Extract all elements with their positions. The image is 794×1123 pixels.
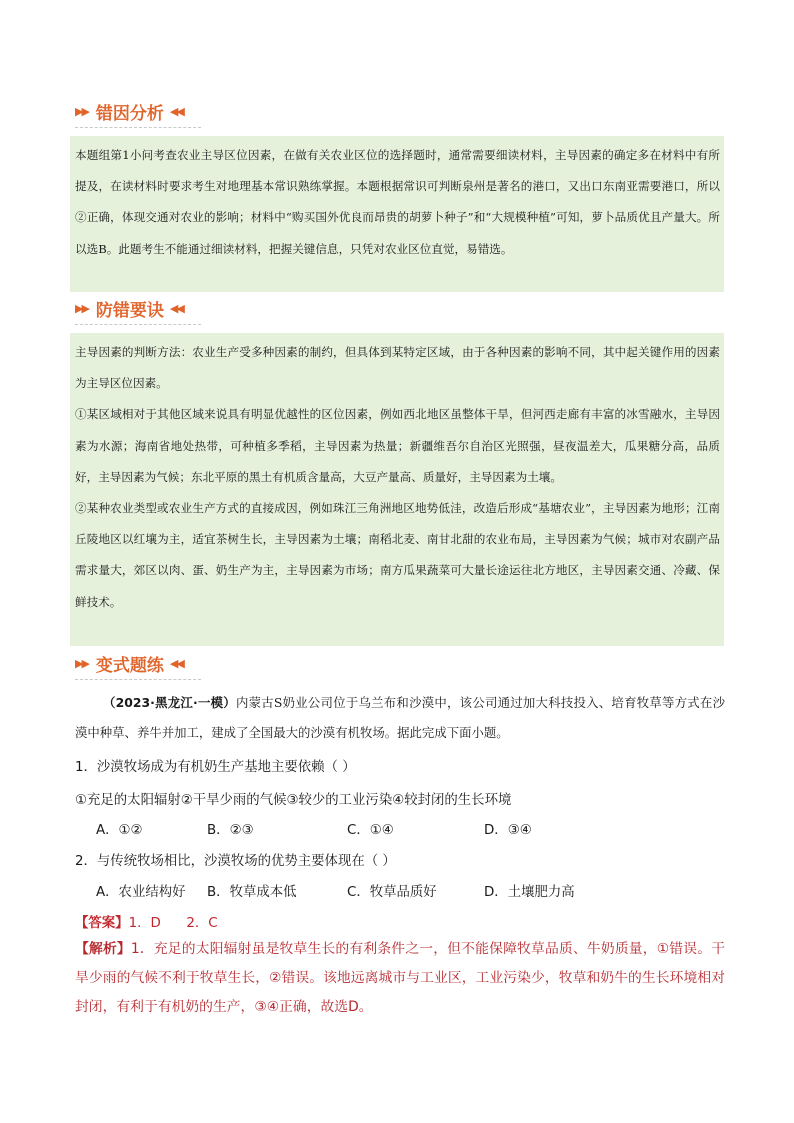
section-title: 错因分析 [95, 103, 164, 124]
answer-tag: 【答案】 [75, 916, 129, 931]
exercise-intro-text: 内蒙古S奶业公司位于乌兰布和沙漠中，该公司通过加大科技投入、培育牧草等方式在沙漠中种草、养牛并加工，建成了全国最大的沙漠有机牧场。据此完成下面小题。 [75, 695, 725, 740]
analysis-tag: 【解析】 [75, 941, 131, 957]
prevention-paragraph: ②某种农业类型或农业生产方式的直接成因，例如珠江三角洲地区地势低洼，改造后形成“基塘农业”，主导因素为地形；江南丘陵地区以红壤为主，适宜茶树生长，主导因素为土壤；南稻北麦、南甘北甜的农业布局，主导因素为气候；城市对农副产品需求量大，郊区以肉、蛋、奶生产为主，主导因素为市场；南方瓜果蔬菜可大量长途运往北方地区，主导因素交通、冷藏、保鲜技术。 [75, 501, 720, 609]
header-underline [75, 679, 201, 680]
question-1-options [96, 819, 746, 838]
option-b[interactable]: B．牧草成本低 [207, 885, 297, 900]
arrow-left-icon: ◀◀ [169, 656, 183, 670]
header-underline [75, 127, 201, 128]
section-title: 变式题练 [95, 655, 164, 676]
option-a[interactable]: A．①② [96, 823, 143, 838]
arrow-left-icon: ◀◀ [169, 104, 183, 118]
option-b[interactable]: B．②③ [207, 823, 254, 838]
arrow-left-icon: ◀◀ [169, 301, 183, 315]
prevention-paragraph: 主导因素的判断方法：农业生产受多种因素的制约，但具体到某特定区域，由于各种因素的影响不同，其中起关键作用的因素为主导区位因素。 [75, 345, 720, 391]
option-c[interactable]: C．①④ [347, 823, 394, 838]
question-2-stem: 2．与传统牧场相比，沙漠牧场的优势主要体现在（ ） [75, 854, 396, 869]
exercise-source: （2023·黑龙江·一模） [103, 695, 236, 710]
option-d[interactable]: D．③④ [484, 823, 532, 838]
section-header-variant-exercise [75, 648, 201, 678]
arrow-right-icon: ▶▶ [75, 104, 88, 118]
exercise-intro [75, 688, 725, 748]
question-1-stem: 1．沙漠牧场成为有机奶生产基地主要依赖（ ） [75, 760, 356, 775]
error-analysis-box [70, 136, 724, 292]
analysis-text: 1．充足的太阳辐射虽是牧草生长的有利条件之一，但不能保障牧草品质、牛奶质量，①错误。干旱少雨的气候不利于牧草生长，②错误。该地远离城市与工业区，工业污染少，牧草和奶牛的生长环境相对封闭，有利于有机奶的生产，③④正确，故选D。 [75, 941, 725, 1015]
answer-line [75, 912, 725, 931]
answer-text: 1．D 2．C [128, 916, 218, 931]
error-prevention-box [70, 333, 724, 646]
option-d[interactable]: D．土壤肥力高 [484, 885, 575, 900]
error-analysis-text: 本题组第1小问考查农业主导区位因素，在做有关农业区位的选择题时，通常需要细读材料，主导因素的确定多在材料中有所提及，在读材料时要求考生对地理基本常识熟练掌握。本题根据常识可判断泉州是著名的港口，又出口东南亚需要港口，所以②正确，体现交通对农业的影响；材料中“购买国外优良而昂贵的胡萝卜种子”和“大规模种植”可知，萝卜品质优且产量大。所以选B。此题考生不能通过细读材料，把握关键信息，只凭对农业区位直觉，易错选。 [75, 148, 720, 256]
prevention-paragraph: ①某区域相对于其他区域来说具有明显优越性的区位因素，例如西北地区虽整体干旱，但河西走廊有丰富的冰雪融水，主导因素为水源；海南省地处热带，可种植多季稻，主导因素为热量；新疆维吾尔自治区光照强，昼夜温差大，瓜果糖分高，品质好，主导因素为气候；东北平原的黑土有机质含量高，大豆产量高、质量好，主导因素为土壤。 [75, 407, 720, 484]
section-header-error-prevention [75, 293, 201, 323]
analysis-block [75, 935, 725, 1022]
option-c[interactable]: C．牧草品质好 [347, 885, 437, 900]
option-a[interactable]: A．农业结构好 [96, 885, 186, 900]
section-title: 防错要诀 [95, 300, 164, 321]
arrow-right-icon: ▶▶ [75, 301, 88, 315]
question-1-statements: ①充足的太阳辐射②干旱少雨的气候③较少的工业污染④较封闭的生长环境 [75, 793, 512, 808]
question-2-options [96, 881, 746, 900]
arrow-right-icon: ▶▶ [75, 656, 88, 670]
header-underline [75, 324, 201, 325]
section-header-error-analysis [75, 96, 201, 126]
